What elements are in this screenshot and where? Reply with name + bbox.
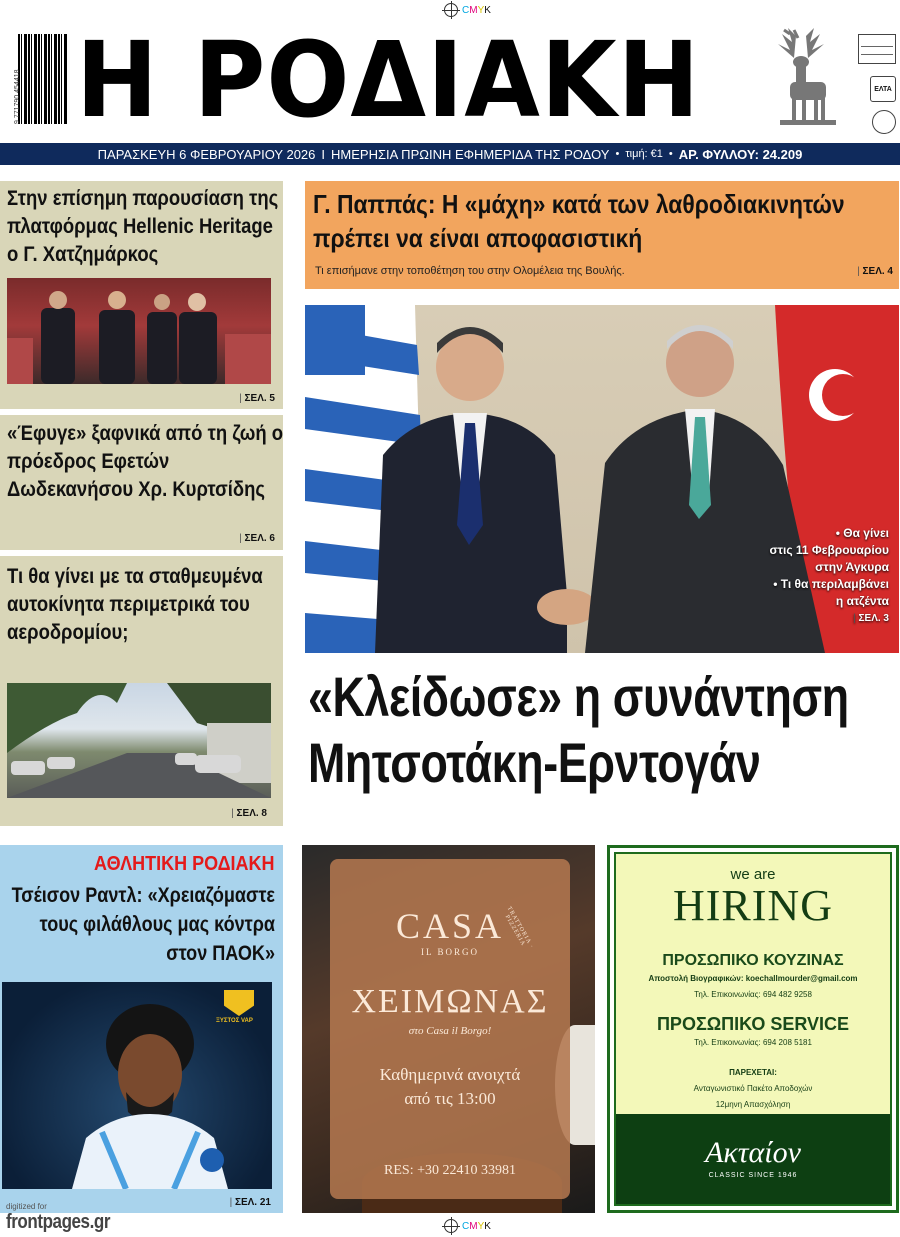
page-ref: | ΣΕΛ. 5 (239, 393, 275, 404)
page-ref: | ΣΕΛ. 21 (230, 1197, 271, 1208)
sports-headline: Τσέισον Ραντλ: «Χρειαζόμαστε τους φιλάθλους μας κόντρα στον ΠΑΟΚ» (11, 884, 275, 965)
page-ref: | ΣΕΛ. 3 (769, 610, 889, 627)
registration-mark-bottom: CMYK (444, 1218, 504, 1234)
casa-hours-1: Καθημερινά ανοιχτά (379, 1065, 521, 1084)
story-box-kyrtsidis[interactable] (0, 415, 283, 550)
story-headline: Γ. Παππάς: Η «μάχη» κατά των λαθροδιακινητών πρέπει να είναι αποφασιστική (313, 189, 845, 253)
casa-season-sub: στο Casa il Borgo! (408, 1025, 492, 1037)
issue-date: ΠΑΡΑΣΚΕΥΗ 6 ΦΕΒΡΟΥΑΡΙΟΥ 2026 (97, 146, 316, 162)
deer-logo-icon (760, 28, 840, 128)
price: τιμή: €1 (625, 148, 663, 160)
frontpages-link[interactable]: frontpages.gr (6, 1211, 111, 1233)
casa-brand-sub: IL BORGO (421, 947, 479, 957)
dateline-bar: ΠΑΡΑΣΚΕΥΗ 6 ΦΕΒΡΟΥΑΡΙΟΥ 2026 Ι ΗΜΕΡΗΣΙΑ ΠΡΩΙΝΗ ΕΦΗΜΕΡΙΔΑ ΤΗΣ ΡΟΔΟΥ • τιμή: €1 • ΑΡ. ΦΥΛΛΟΥ: 24.209 (0, 143, 900, 165)
seal-icon (872, 110, 896, 134)
casa-hours-2: από τις 13:00 (404, 1089, 496, 1108)
hiring-offers-title: ΠΑΡΕΧΕΤΑΙ: (729, 1068, 777, 1077)
story-headline: Στην επίσημη παρουσίαση της πλατφόρμας Hellenic Heritage ο Γ. Χατζημάρκος (7, 187, 279, 266)
casa-phone: RES: +30 22410 33981 (384, 1163, 516, 1178)
hiring-role-kitchen: ΠΡΟΣΩΠΙΚΟ ΚΟΥΖΙΝΑΣ (662, 952, 844, 969)
story-headline: «Έφυγε» ξαφνικά από τη ζωή ο πρόεδρος Εφετών Δωδεκανήσου Χρ. Κυρτσίδης (7, 422, 284, 501)
sponsor-name: ΞΥΣΤΟΣ VAP (216, 1018, 253, 1024)
aktaion-logo-sub: CLASSIC SINCE 1946 (708, 1172, 798, 1179)
elta-logo: ΕΛΤΑ (870, 76, 896, 102)
story-photo-heritage (7, 278, 271, 384)
hiring-role-service-phone: Τηλ. Επικοινωνίας: 694 208 5181 (694, 1038, 812, 1047)
digitized-label: digitized for (6, 1202, 47, 1211)
sports-box[interactable] (0, 845, 283, 1213)
issue-number: ΑΡ. ΦΥΛΛΟΥ: 24.209 (678, 146, 803, 162)
casa-season: ΧΕΙΜΩΝΑΣ (351, 983, 549, 1020)
story-box-airport-parking[interactable] (0, 556, 283, 826)
barcode-number: 9 771790 454418 (14, 69, 21, 124)
hiring-role-service: ΠΡΟΣΩΠΙΚΟ SERVICE (656, 1014, 850, 1034)
crosshair-icon (444, 3, 458, 17)
story-headline: Τι θα γίνει με τα σταθμευμένα αυτοκίνητα περιμετρικά του αεροδρομίου; (7, 565, 263, 644)
ad-hiring-aktaion[interactable] (607, 845, 899, 1213)
hiring-footer (616, 1114, 890, 1204)
aktaion-logo: Ακταίον (705, 1136, 801, 1169)
hiring-role-kitchen-email: Αποστολή Βιογραφικών: koechallmourder@gmail.com (648, 974, 858, 983)
tagline: ΗΜΕΡΗΣΙΑ ΠΡΩΙΝΗ ΕΦΗΜΕΡΙΔΑ ΤΗΣ ΡΟΔΟΥ (331, 146, 610, 162)
main-story-photo[interactable] (305, 305, 899, 653)
sports-kicker: ΑΘΛΗΤΙΚΗ ΡΟΔΙΑΚΗ (94, 853, 275, 875)
barcode (18, 34, 68, 124)
story-box-heritage[interactable] (0, 181, 283, 409)
ad-casa-il-borgo[interactable] (302, 845, 595, 1213)
main-story-bullets: • Θα γίνει στις 11 Φεβρουαρίου στην Άγκυρα • Τι θα περιλαμβάνει η ατζέντα | ΣΕΛ. 3 (769, 525, 889, 627)
casa-brand: CASA (395, 906, 505, 946)
registration-mark-top: CMYK (444, 2, 504, 18)
hiring-offer-1: Ανταγωνιστικό Πακέτο Αποδοχών (693, 1084, 813, 1093)
story-box-pappas[interactable] (305, 181, 899, 289)
page-ref: | ΣΕΛ. 8 (231, 808, 267, 819)
masthead-title: Η ΡΟΔΙΑΚΗ (76, 19, 701, 141)
hiring-title: HIRING (673, 881, 833, 930)
story-photo-parking (7, 683, 271, 798)
story-subline: Τι επισήμανε στην τοποθέτηση του στην Ολομέλεια της Βουλής. (315, 265, 625, 277)
hiring-we-are: we are (730, 866, 776, 883)
hiring-role-kitchen-phone: Τηλ. Επικοινωνίας: 694 482 9258 (694, 990, 812, 999)
hiring-offer-2: 12μηνη Απασχόληση (715, 1100, 791, 1109)
sports-photo (2, 982, 272, 1189)
page-ref: | ΣΕΛ. 4 (857, 266, 893, 277)
publisher-info-box (858, 34, 896, 64)
main-headline[interactable]: «Κλείδωσε» η συνάντηση Μητσοτάκη-Ερντογάν (308, 665, 849, 794)
casa-brand-side: TRATTORIA · PIZZERIA (503, 905, 535, 950)
casa-panel (330, 859, 570, 1199)
crosshair-icon (444, 1219, 458, 1233)
page-ref: | ΣΕΛ. 6 (239, 533, 275, 544)
